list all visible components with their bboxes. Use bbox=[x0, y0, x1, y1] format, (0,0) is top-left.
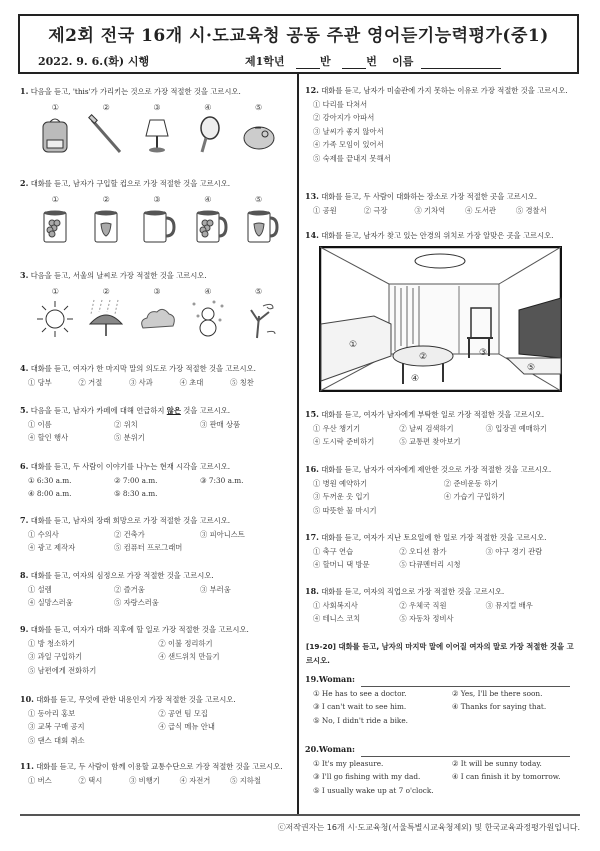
question-prompt bbox=[305, 408, 580, 422]
answer-options bbox=[20, 376, 294, 390]
answer-option[interactable]: ① 방 청소하기 bbox=[28, 638, 76, 648]
instruction-19-20: [19-20] 대화를 듣고, 남자의 마지막 말에 이어질 여자의 말로 가장 적절한 것을 고르시오. bbox=[306, 642, 574, 665]
grade-label: 제1학년 bbox=[245, 55, 285, 68]
answer-options bbox=[20, 528, 294, 555]
room-picture bbox=[319, 246, 562, 392]
question-12 bbox=[305, 84, 580, 165]
answer-option[interactable]: ② Yes, I'll be there soon. bbox=[451, 688, 543, 698]
answer-option[interactable]: ② 7:00 a.m. bbox=[114, 475, 158, 485]
answer-option[interactable]: ① 우산 챙기기 bbox=[313, 423, 361, 433]
answer-choice-2[interactable] bbox=[82, 101, 130, 157]
answer-options bbox=[305, 204, 580, 218]
answer-option[interactable]: ① 버스 bbox=[28, 775, 52, 785]
answer-option[interactable]: ④ 할인 행사 bbox=[28, 433, 69, 442]
answer-option[interactable]: ⑤ 댄스 대회 취소 bbox=[28, 735, 85, 745]
question-number: 11. bbox=[20, 761, 34, 771]
class-field[interactable] bbox=[296, 57, 320, 69]
answer-option[interactable]: ② It will be sunny today. bbox=[451, 758, 542, 768]
choice-marker: ③ bbox=[153, 194, 161, 204]
exam-header bbox=[18, 14, 579, 74]
question-19 bbox=[305, 673, 580, 727]
question-8 bbox=[20, 569, 294, 610]
choice-marker: ③ bbox=[153, 102, 161, 112]
answer-option[interactable]: ⑤ 컴퓨터 프로그래머 bbox=[114, 543, 183, 552]
question-9 bbox=[20, 623, 294, 677]
question-prompt bbox=[305, 531, 580, 545]
answer-options bbox=[305, 98, 580, 166]
answer-option[interactable]: ① 사회복지사 bbox=[313, 600, 358, 610]
question-number: 18. bbox=[305, 586, 319, 596]
choice-marker: ③ bbox=[153, 286, 161, 296]
choice-marker: ⑤ bbox=[254, 286, 263, 296]
question-18 bbox=[305, 585, 580, 626]
answer-option[interactable]: ⑤ 다큐멘터리 시청 bbox=[399, 560, 461, 569]
answer-option[interactable]: ① 축구 연습 bbox=[313, 546, 354, 556]
answer-option[interactable]: ① 당부 bbox=[28, 377, 52, 387]
question-10 bbox=[20, 693, 294, 747]
answer-choice-1[interactable] bbox=[31, 101, 79, 157]
question-prompt bbox=[20, 460, 294, 474]
choice-marker: ① bbox=[51, 286, 59, 296]
answer-options bbox=[305, 599, 580, 626]
answer-option[interactable]: ③ 입장권 예매하기 bbox=[485, 423, 547, 433]
answer-option[interactable]: ④ 할머니 댁 방문 bbox=[313, 560, 370, 569]
answer-choice-1[interactable] bbox=[31, 285, 79, 341]
question-text: 대화를 듣고, 남자가 여자에게 제안한 것으로 가장 적절한 것을 고르시오. bbox=[321, 465, 552, 474]
question-text: 대화를 듣고, 여자가 남자에게 부탁한 일로 가장 적절한 것을 고르시오. bbox=[321, 410, 545, 419]
answer-option[interactable]: ② 이불 정리하기 bbox=[158, 638, 213, 648]
answer-choice-3[interactable] bbox=[133, 193, 181, 249]
answer-options bbox=[305, 477, 580, 518]
room-label-2: ② bbox=[419, 352, 428, 362]
choice-marker: ⑤ bbox=[254, 102, 263, 112]
answer-option[interactable]: ③ 피아니스트 bbox=[200, 529, 245, 539]
woman-label: Woman: bbox=[318, 674, 356, 684]
question-text: 대화를 듣고, 남자가 찾고 있는 안경의 위치로 가장 알맞은 곳을 고르시오. bbox=[321, 231, 554, 240]
answer-option[interactable]: ② 즐거움 bbox=[114, 584, 145, 594]
mug-strawberry-icon bbox=[86, 206, 126, 248]
question-6 bbox=[20, 460, 294, 501]
answer-option[interactable]: ④ Thanks for saying that. bbox=[451, 702, 547, 711]
woman-label: Woman: bbox=[318, 744, 356, 754]
answer-option[interactable]: ⑤ 분위기 bbox=[114, 433, 145, 442]
answer-option[interactable]: ③ 기차역 bbox=[414, 205, 446, 215]
answer-option[interactable]: ⑤ 숙제를 끝내지 못해서 bbox=[313, 153, 391, 163]
question-prompt bbox=[305, 190, 580, 204]
question-7 bbox=[20, 514, 294, 555]
class-label: 반 bbox=[320, 55, 331, 68]
name-label: 이름 bbox=[392, 55, 414, 68]
room-label-3: ③ bbox=[479, 348, 488, 358]
answer-option[interactable]: ② 우체국 직원 bbox=[399, 600, 447, 610]
question-prompt bbox=[305, 229, 580, 243]
question-number: 14. bbox=[305, 230, 319, 240]
choice-marker: ① bbox=[51, 194, 59, 204]
answer-option[interactable]: ③ 부러움 bbox=[200, 584, 231, 594]
answer-option[interactable]: ① 설렘 bbox=[28, 584, 52, 594]
question-11 bbox=[20, 760, 294, 787]
question-number: 19. bbox=[305, 674, 319, 684]
answer-option[interactable]: ⑤ No, I didn't ride a bike. bbox=[313, 715, 408, 725]
question-prompt bbox=[305, 743, 580, 757]
question-number: 10. bbox=[20, 694, 34, 704]
answer-option[interactable]: ② 택시 bbox=[78, 775, 103, 785]
question-number: 15. bbox=[305, 409, 319, 419]
footer-rule bbox=[20, 814, 580, 816]
answer-option[interactable]: ④ 도서관 bbox=[465, 205, 496, 215]
umbrella-rain-icon bbox=[86, 298, 126, 340]
question-prompt bbox=[20, 177, 294, 191]
question-16 bbox=[305, 463, 580, 517]
answer-option[interactable]: ③ 날씨가 좋지 않아서 bbox=[313, 126, 384, 136]
answer-option[interactable]: ⑤ I usually wake up at 7 o'clock. bbox=[313, 785, 434, 795]
answer-options bbox=[305, 757, 580, 798]
question-text: 대화를 듣고, 남자가 구입할 컵으로 가장 적절한 것을 고르시오. bbox=[30, 179, 231, 188]
answer-blank bbox=[361, 746, 570, 757]
answer-option[interactable]: ④ 8:00 a.m. bbox=[28, 489, 72, 498]
question-number: 17. bbox=[305, 532, 319, 542]
answer-option[interactable]: ② 거절 bbox=[78, 377, 103, 387]
question-prompt bbox=[20, 362, 294, 376]
answer-option[interactable]: ④ 도시락 준비하기 bbox=[313, 437, 375, 446]
answer-option[interactable]: ④ 실망스러움 bbox=[28, 598, 73, 607]
answer-options bbox=[305, 545, 580, 572]
answer-option[interactable]: ② 준비운동 하기 bbox=[443, 478, 499, 488]
choice-marker: ④ bbox=[204, 194, 212, 204]
question-prompt bbox=[20, 514, 294, 528]
answer-option[interactable]: ③ 비행기 bbox=[129, 775, 160, 785]
question-number: 16. bbox=[305, 464, 319, 474]
question-text: 대화를 듣고, 여자가 대화 직후에 할 일로 가장 적절한 것을 고르시오. bbox=[30, 625, 249, 634]
answer-choice-1[interactable] bbox=[31, 193, 79, 249]
mug-plain-icon bbox=[137, 206, 177, 248]
choice-marker: ④ bbox=[204, 102, 212, 112]
question-text: 대화를 듣고, 여자의 심정으로 가장 적절한 것을 고르시오. bbox=[30, 571, 214, 580]
answer-option[interactable]: ④ 가족 모임이 있어서 bbox=[313, 140, 384, 149]
question-text: 대화를 듣고, 두 사람이 이야기를 나누는 현재 시각을 고르시오. bbox=[30, 462, 231, 471]
answer-option[interactable]: ① He has to see a doctor. bbox=[313, 688, 407, 698]
answer-options bbox=[305, 687, 580, 728]
copyright-footer: ⓒ저작권자는 16개 시·도교육청(서울특별시교육청제외) 및 한국교육과정평가원입니다. bbox=[277, 823, 580, 832]
question-text: 대화를 듣고, 여자가 지난 토요일에 한 일로 가장 적절한 것을 고르시오. bbox=[321, 533, 547, 542]
question-2 bbox=[20, 177, 294, 248]
answer-option[interactable]: ② 건축가 bbox=[114, 529, 145, 539]
answer-choice-2[interactable] bbox=[82, 285, 130, 341]
answer-option[interactable]: ③ 교복 구매 공지 bbox=[28, 722, 85, 731]
answer-option[interactable]: ① 동아리 홍보 bbox=[28, 708, 76, 718]
question-text: 다음을 듣고, 남자가 카페에 대해 언급하지 않은 것을 고르시오. bbox=[30, 406, 231, 415]
answer-option[interactable]: ② 공연 팀 모집 bbox=[158, 708, 208, 718]
question-5 bbox=[20, 404, 294, 445]
mug-grape-handle-icon bbox=[188, 206, 228, 248]
answer-option[interactable]: ③ 두꺼운 옷 입기 bbox=[313, 492, 370, 501]
answer-option[interactable]: ⑤ 지하철 bbox=[230, 775, 261, 785]
answer-option[interactable]: ⑤ 자랑스러움 bbox=[114, 598, 159, 607]
student-info bbox=[245, 53, 501, 69]
question-prompt bbox=[305, 585, 580, 599]
answer-option[interactable]: ③ I can't wait to see him. bbox=[313, 702, 407, 711]
room-label-4: ④ bbox=[411, 374, 420, 384]
answer-choice-4[interactable] bbox=[184, 285, 232, 341]
piggy-bank-icon bbox=[239, 114, 279, 156]
answer-option[interactable]: ④ 샌드위치 만들기 bbox=[158, 652, 220, 661]
answer-choice-3[interactable] bbox=[133, 101, 181, 157]
question-17 bbox=[305, 531, 580, 572]
answer-option[interactable]: ④ 가습기 구입하기 bbox=[443, 492, 506, 501]
choice-marker: ② bbox=[102, 286, 110, 296]
answer-option[interactable]: ⑤ 칭찬 bbox=[230, 377, 254, 387]
question-text: 대화를 듣고, 여자가 한 마지막 말의 의도로 가장 적절한 것을 고르시오. bbox=[30, 364, 256, 373]
mug-grape-icon bbox=[35, 206, 75, 248]
question-prompt bbox=[305, 673, 580, 687]
answer-option[interactable]: ② 오디션 참가 bbox=[399, 546, 447, 556]
number-field[interactable] bbox=[342, 57, 366, 69]
answer-option[interactable]: ⑤ 따뜻한 물 마시기 bbox=[313, 505, 377, 515]
question-prompt bbox=[20, 760, 294, 774]
question-prompt bbox=[20, 623, 294, 637]
answer-option[interactable]: ② 극장 bbox=[363, 205, 388, 215]
choice-marker: ① bbox=[51, 102, 59, 112]
name-field[interactable] bbox=[421, 57, 501, 69]
question-prompt bbox=[20, 404, 294, 418]
question-number: 4. bbox=[20, 363, 29, 373]
toothbrush-icon bbox=[86, 114, 126, 156]
answer-images bbox=[20, 193, 294, 249]
answer-option[interactable]: ④ 급식 메뉴 안내 bbox=[158, 722, 215, 731]
answer-option[interactable]: ④ 테니스 코치 bbox=[313, 614, 361, 623]
choice-marker: ② bbox=[102, 102, 110, 112]
answer-option[interactable]: ③ 야구 경기 관람 bbox=[485, 546, 543, 556]
mug-strawberry-handle-icon bbox=[239, 206, 279, 248]
answer-option[interactable]: ⑤ 남편에게 전화하기 bbox=[28, 665, 97, 675]
question-prompt bbox=[20, 569, 294, 583]
answer-options bbox=[20, 774, 294, 788]
question-text: 대화를 듣고, 두 사람이 대화하는 장소로 가장 적절한 곳을 고르시오. bbox=[321, 192, 538, 201]
choice-marker: ② bbox=[102, 194, 110, 204]
question-prompt bbox=[20, 85, 294, 99]
question-4 bbox=[20, 362, 294, 389]
question-13 bbox=[305, 190, 580, 217]
answer-option[interactable]: ③ I'll go fishing with my dad. bbox=[313, 772, 421, 781]
answer-option[interactable]: ⑤ 경찰서 bbox=[515, 205, 547, 215]
choice-marker: ④ bbox=[204, 286, 212, 296]
answer-images bbox=[20, 101, 294, 157]
question-number: 20. bbox=[305, 744, 319, 754]
question-number: 2. bbox=[20, 178, 29, 188]
answer-option[interactable]: ① 병원 예약하기 bbox=[313, 478, 368, 488]
answer-option[interactable]: ① It's my pleasure. bbox=[313, 758, 384, 768]
answer-option[interactable]: ③ 7:30 a.m. bbox=[200, 475, 244, 485]
question-text: 대화를 듣고, 무엇에 관한 내용인지 가장 적절한 것을 고르시오. bbox=[36, 695, 236, 704]
question-15 bbox=[305, 408, 580, 449]
answer-options bbox=[305, 422, 580, 449]
sun-icon bbox=[35, 298, 75, 340]
column-divider bbox=[297, 74, 299, 816]
room-label-1: ① bbox=[349, 340, 358, 350]
answer-option[interactable]: ③ 뮤지컬 배우 bbox=[485, 600, 533, 610]
mirror-icon bbox=[188, 114, 228, 156]
question-prompt bbox=[20, 693, 294, 707]
backpack-icon bbox=[35, 114, 75, 156]
exam-title: 제2회 전국 16개 시·도교육청 공동 주관 영어듣기능력평가(중1) bbox=[48, 26, 549, 46]
lamp-icon bbox=[137, 114, 177, 156]
question-text: 대화를 듣고, 두 사람이 함께 이용할 교통수단으로 가장 적절한 것을 고르시오. bbox=[36, 762, 283, 771]
answer-choice-3[interactable] bbox=[133, 285, 181, 341]
question-prompt bbox=[20, 269, 294, 283]
question-prompt bbox=[305, 84, 580, 98]
answer-options bbox=[20, 583, 294, 610]
answer-option[interactable]: ⑤ 교통편 찾아보기 bbox=[399, 437, 461, 446]
question-1 bbox=[20, 85, 294, 156]
emphasis-underline: 않은 bbox=[166, 406, 181, 415]
question-number: 12. bbox=[305, 85, 319, 95]
answer-choice-2[interactable] bbox=[82, 193, 130, 249]
answer-option[interactable]: ① 이름 bbox=[28, 419, 52, 429]
room-label-5: ⑤ bbox=[527, 363, 536, 373]
question-text: 대화를 듣고, 남자의 장래 희망으로 가장 적절한 것을 고르시오. bbox=[30, 516, 231, 525]
answer-option[interactable]: ③ 사과 bbox=[129, 377, 153, 387]
answer-options bbox=[20, 474, 294, 501]
snowman-icon bbox=[188, 298, 228, 340]
question-number: 13. bbox=[305, 191, 319, 201]
cloud-icon bbox=[137, 298, 177, 340]
question-3 bbox=[20, 269, 294, 340]
question-number: 8. bbox=[20, 570, 29, 580]
answer-options bbox=[20, 637, 294, 678]
answer-option[interactable]: ② 날씨 검색하기 bbox=[399, 423, 454, 433]
answer-options bbox=[20, 707, 294, 748]
question-text: 다음을 듣고, 'this'가 가리키는 것으로 가장 적절한 것을 고르시오. bbox=[30, 87, 241, 96]
question-prompt bbox=[305, 463, 580, 477]
answer-option[interactable]: ④ 초대 bbox=[179, 377, 204, 387]
wind-tree-icon bbox=[239, 298, 279, 340]
question-number: 9. bbox=[20, 624, 29, 634]
answer-option[interactable]: ⑤ 8:30 a.m. bbox=[114, 489, 158, 498]
answer-options bbox=[20, 418, 294, 445]
answer-option[interactable]: ① 수의사 bbox=[28, 529, 59, 539]
question-number: 6. bbox=[20, 461, 29, 471]
answer-option[interactable]: ③ 판매 상품 bbox=[200, 419, 241, 429]
answer-choice-4[interactable] bbox=[184, 101, 232, 157]
answer-option[interactable]: ① 다리를 다쳐서 bbox=[313, 99, 368, 109]
number-label: 번 bbox=[366, 55, 377, 68]
question-number: 7. bbox=[20, 515, 29, 525]
question-number: 3. bbox=[20, 270, 29, 280]
answer-option[interactable]: ① 6:30 a.m. bbox=[28, 475, 72, 485]
question-14 bbox=[305, 229, 580, 243]
answer-option[interactable]: ⑤ 자동차 정비사 bbox=[399, 614, 454, 623]
question-text: 대화를 듣고, 남자가 미술관에 가지 못하는 이유로 가장 적절한 것을 고르시오. bbox=[321, 86, 568, 95]
exam-date: 2022. 9. 6.(화) 시행 bbox=[38, 55, 150, 68]
question-text: 대화를 듣고, 여자의 직업으로 가장 적절한 것을 고르시오. bbox=[321, 587, 505, 596]
answer-option[interactable]: ④ 자전거 bbox=[179, 775, 211, 785]
answer-option[interactable]: ② 위치 bbox=[114, 419, 138, 429]
answer-images bbox=[20, 285, 294, 341]
choice-marker: ⑤ bbox=[254, 194, 263, 204]
answer-choice-4[interactable] bbox=[184, 193, 232, 249]
question-text: 다음을 듣고, 서울의 날씨로 가장 적절한 것을 고르시오. bbox=[30, 271, 207, 280]
answer-option[interactable]: ④ 광고 제작자 bbox=[28, 543, 76, 552]
answer-choice-5[interactable] bbox=[235, 285, 283, 341]
answer-choice-5[interactable] bbox=[235, 193, 283, 249]
answer-option[interactable]: ③ 과일 구입하기 bbox=[28, 652, 83, 661]
question-number: 1. bbox=[20, 86, 29, 96]
answer-option[interactable]: ① 공원 bbox=[313, 205, 337, 215]
answer-choice-5[interactable] bbox=[235, 101, 283, 157]
answer-option[interactable]: ④ I can finish it by tomorrow. bbox=[451, 772, 561, 781]
answer-blank bbox=[361, 676, 570, 687]
question-20 bbox=[305, 743, 580, 797]
answer-option[interactable]: ② 강아지가 아파서 bbox=[313, 113, 375, 122]
question-number: 5. bbox=[20, 405, 29, 415]
